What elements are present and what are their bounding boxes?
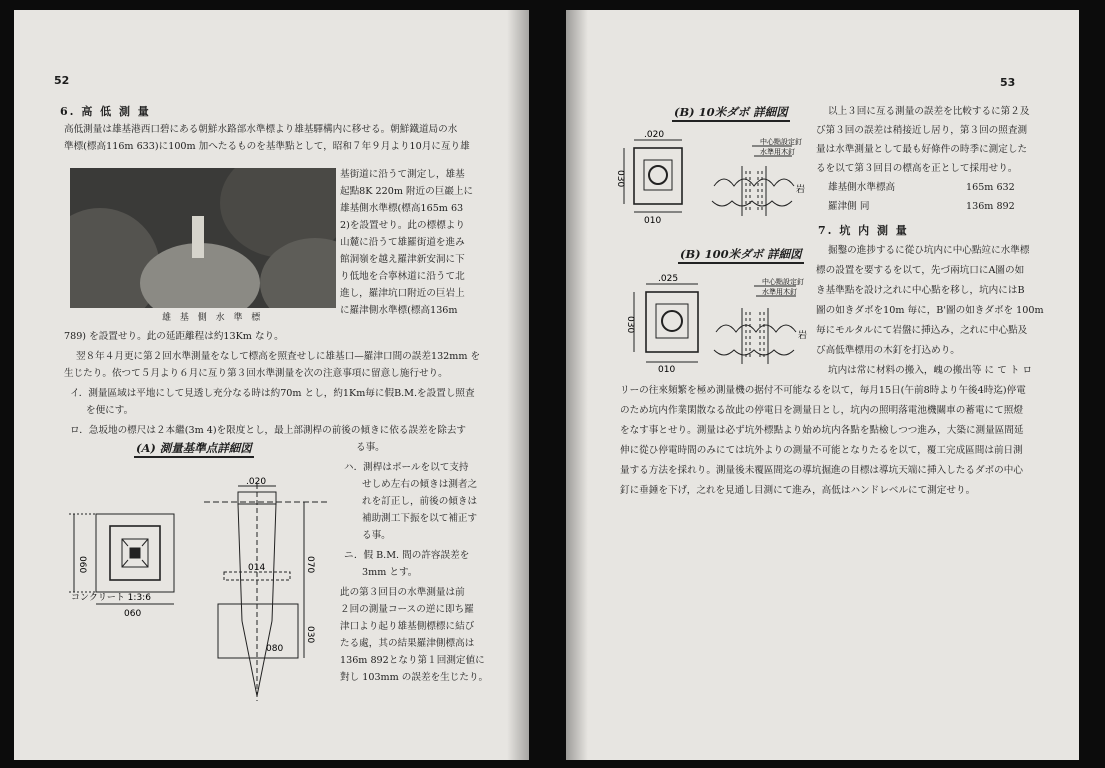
- text-line: 翌８年４月更に第２回水準測量をなして標高を照査せしに雄基口—羅津口間の誤差132mm を: [76, 351, 481, 362]
- note-center-nail: 中心點設定釘: [762, 278, 804, 286]
- text-line: 準標(標高116m 633)に100m 加へたるものを基準點として，昭和７年９月より10月に亙り雄: [64, 141, 470, 152]
- page-number: 53: [1000, 76, 1016, 89]
- figure-a-plan: [66, 504, 186, 624]
- text-line: 量する方法を採れり。測量後未覆區間迄の導坑掘進の目標は導坑天端に挿入したるダボの中心: [620, 465, 1023, 476]
- text-line: 雄基側水準標(標高165m 63: [340, 203, 464, 214]
- text-line: 釘に垂錘を下げ，之れを見通し目測にて進み，高低はハンドレベルにて測定せり。: [620, 485, 976, 496]
- text-line: 標の設置を要するを以て，先づ兩坑口にA圖の如: [816, 265, 1025, 276]
- dim-010: 010: [644, 216, 662, 226]
- text-line: のため坑内作業閑散なる故此の停電日を測量日とし，坑内の照明落電池機關車の蓄電にて照燈: [620, 405, 1023, 416]
- text-line: ロ．急坂地の標尺は２本繼(3m 4)を限度とし，最上部測桿の前後の傾きに依る誤差を除去す: [70, 425, 467, 436]
- dim-020: .020: [644, 130, 665, 140]
- photo-caption: 雄 基 側 水 準 標: [162, 313, 264, 323]
- elevation-label: 羅津側 同: [828, 201, 870, 212]
- right-page: [566, 10, 1079, 760]
- text-line: る事。: [362, 530, 391, 541]
- dim-060-vertical: 060: [77, 556, 87, 574]
- text-line: リーの往來頻繁を極め測量機の据付不可能なるを以て，毎月15日(午前8時より午後4時迄)停電: [620, 385, 1026, 396]
- text-line: 毎にモルタルにて岩盤に挿込み，之れに中心點及: [816, 325, 1028, 336]
- text-line: 進し，羅津坑口附近の巨岩上: [340, 288, 465, 299]
- text-line: たる處，其の結果羅津側標高は: [340, 638, 475, 649]
- dim-080: 080: [266, 644, 284, 654]
- figure-b2: [624, 272, 814, 372]
- dim-020: .020: [246, 477, 267, 487]
- text-line: ２回の測量コースの逆に即ち羅: [340, 604, 474, 615]
- text-line: 補助測工下振を以て補正す: [362, 513, 478, 524]
- photo-benchmark: [70, 168, 336, 308]
- text-line: 山麓に沿うて雄羅街道を進み: [340, 237, 465, 248]
- page-gutter-shadow: [507, 10, 529, 760]
- text-line: 此の第３回目の水準測量は前: [340, 587, 465, 598]
- section-title: 7. 坑 内 測 量: [818, 224, 909, 237]
- figure-b2-title: (B) 100米ダボ 詳細図: [678, 246, 804, 264]
- figure-a-section: [204, 476, 334, 706]
- page-number: 52: [54, 74, 70, 87]
- benchmark-post: [192, 216, 204, 258]
- text-line: ハ．測桿はポールを以て支持: [344, 462, 469, 473]
- text-line: れを訂正し，前後の傾きは: [362, 496, 478, 507]
- text-line: 館洞嶺を越え羅津新安洞に下: [340, 254, 465, 265]
- text-line: 以上３回に亙る測量の誤差を比較するに第２及: [828, 106, 1030, 117]
- text-line: を便にす。: [86, 405, 134, 416]
- text-line: 136m 892となり第１回測定値に: [340, 655, 485, 666]
- text-line: 對し 103mm の誤差を生じたり。: [340, 672, 489, 683]
- text-line: 量は水準測量として最も好條件の時季に測定した: [816, 144, 1028, 155]
- page-gutter-shadow: [566, 10, 588, 760]
- dim-010: 010: [658, 365, 676, 372]
- text-line: り低地を合寧林道に沿うて北: [340, 271, 465, 282]
- dim-060-horizontal: 060: [124, 609, 142, 619]
- text-line: るを以て第３回目の標高を正として採用せり。: [816, 163, 1018, 174]
- text-line: 起點8K 220m 附近の巨巖上に: [340, 186, 474, 197]
- dim-014: 014: [248, 563, 266, 573]
- figure-b1: [614, 126, 812, 226]
- dim-030: 030: [305, 626, 315, 644]
- section-title: 6. 高 低 測 量: [60, 105, 151, 118]
- text-line: 高低測量は雄基港西口碧にある朝鮮水路部水準標より雄基驛構内に移せる。朝鮮鐵道局の水: [64, 124, 458, 135]
- note-level-nail: 水準用木釘: [762, 288, 797, 296]
- text-line: き基準點を設け之れに中心點を移し，坑内にはB: [816, 285, 1025, 296]
- text-line: 津口より起り雄基側標標に結び: [340, 621, 475, 632]
- dim-030: 030: [615, 170, 625, 188]
- text-line: 圖の如きダボを10m 毎に，B'圖の如きダボを 100m: [816, 305, 1044, 316]
- rock-label: 岩: [798, 331, 808, 341]
- text-line: をなす事とせり。測量は必ず坑外標點より始め坑内各點を點檢しつつ進み，大築に測量區間延: [620, 425, 1024, 436]
- text-line: 基街道に沿うて測定し，雄基: [340, 169, 465, 180]
- left-page: [14, 10, 529, 760]
- concrete-label: コンクリート 1:3:6: [71, 593, 151, 603]
- note-level-nail: 水準用木釘: [760, 148, 795, 156]
- figure-b1-title: (B) 10米ダボ 詳細図: [672, 104, 790, 122]
- figure-a-title: (A) 測量基準点詳細図: [134, 440, 254, 458]
- elevation-value: 165m 632: [966, 182, 1015, 193]
- text-line: に羅津側水準標(標高136m: [340, 305, 458, 316]
- dim-030: 030: [625, 316, 635, 334]
- rock-label: 岩: [796, 185, 806, 195]
- text-line: 3mm とす。: [362, 567, 418, 578]
- elevation-value: 136m 892: [966, 201, 1015, 212]
- note-center-nail: 中心點設定釘: [760, 138, 802, 146]
- text-line: 坑内は常に材料の搬入，㟴の搬出等 に て ト ロ: [828, 365, 1033, 376]
- text-line: 2)を設置せり。此の標標より: [340, 220, 465, 231]
- text-line: 生じたり。依つて５月より６月に亙り第３回水準測量を次の注意事項に留意し施行せり。: [64, 368, 448, 379]
- text-line: び第３回の誤差は稍接近し居り，第３回の照査測: [816, 125, 1028, 136]
- text-line: 掘鑿の進捗するに從ひ坑内に中心點竝に水準標: [828, 245, 1030, 256]
- text-line: び高低準標用の木釘を打込めり。: [816, 345, 960, 356]
- text-line: 789) を設置せり。此の延距離程は約13Km なり。: [64, 331, 284, 342]
- elevation-label: 雄基側水準標高: [828, 182, 896, 193]
- text-line: る事。: [356, 442, 385, 453]
- text-line: せしめ左右の傾きは測者之: [362, 479, 478, 490]
- dim-025: .025: [658, 274, 679, 284]
- text-line: イ．測量區域は平地にして見透し充分なる時は約70m とし，約1Km毎に假B.M.を設置し照査: [70, 388, 475, 399]
- text-line: ニ．假 B.M. 間の許容誤差を: [344, 550, 470, 561]
- dim-070: 070: [305, 556, 315, 574]
- text-line: 伸に從ひ停電時間のみにては坑外よりの測量不可能となりたるを以て，覆工完成區間は前日測: [620, 445, 1023, 456]
